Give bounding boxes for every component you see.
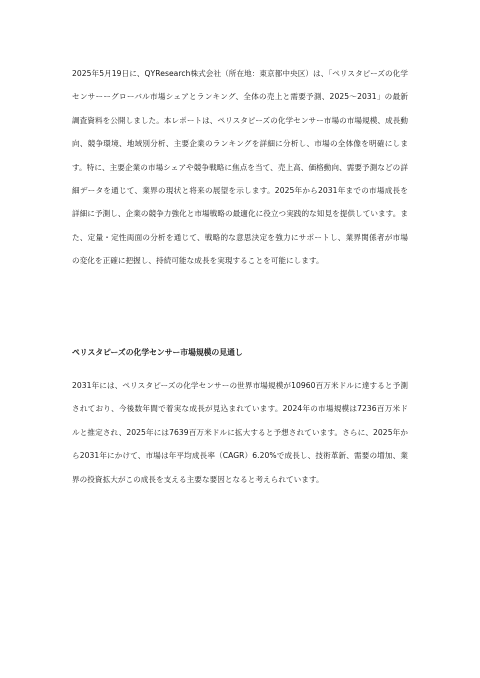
intro-paragraph: 2025年5月19日に、QYResearch株式会社（所在地：東京都中央区）は、「ペリスタピーズの化学センサーーグローバル市場シェアとランキング、全体の売上と需要予測、2025～2031」の最新調査資料を公開しました。本レポートは、ペリスタピーズの化学センサー市場の市場規模、成長動向、競争環境、地域別分析、主要企業のランキングを詳細に分析し、市場の全体像を明確にします。特に、主要企業の市場シェアや競争戦略に焦点を当て、売上高、価格動向、需要予測などの詳細データを通じて、業界の現状と将来の展望を示します。2025年から2031年までの市場成長を詳細に予測し、企業の競争力強化と市場戦略の最適化に役立つ実践的な知見を提供しています。また、定量・定性両面の分析を通じて、戦略的な意思決定を強力にサポートし、業界関係者が市場の変化を正確に把握し、持続可能な成長を実現することを可能にします。 [72,69,408,266]
section-heading: ペリスタピーズの化学センサー市場規模の見通し [72,348,243,357]
section-paragraph: 2031年には、ペリスタピーズの化学センサーの世界市場規模が10960百万米ドルに達すると予測されており、今後数年間で着実な成長が見込まれています。2024年の市場規模は7236百万米ドルと推定され、2025年には7639百万米ドルに拡大すると予想されています。さらに、2025年から2031年にかけて、市場は年平均成長率（CAGR）6.20%で成長し、技術革新、需要の増加、業界の投資拡大がこの成長を支える主要な要因となると考えられています。 [72,381,408,484]
document-page [72,62,408,484]
